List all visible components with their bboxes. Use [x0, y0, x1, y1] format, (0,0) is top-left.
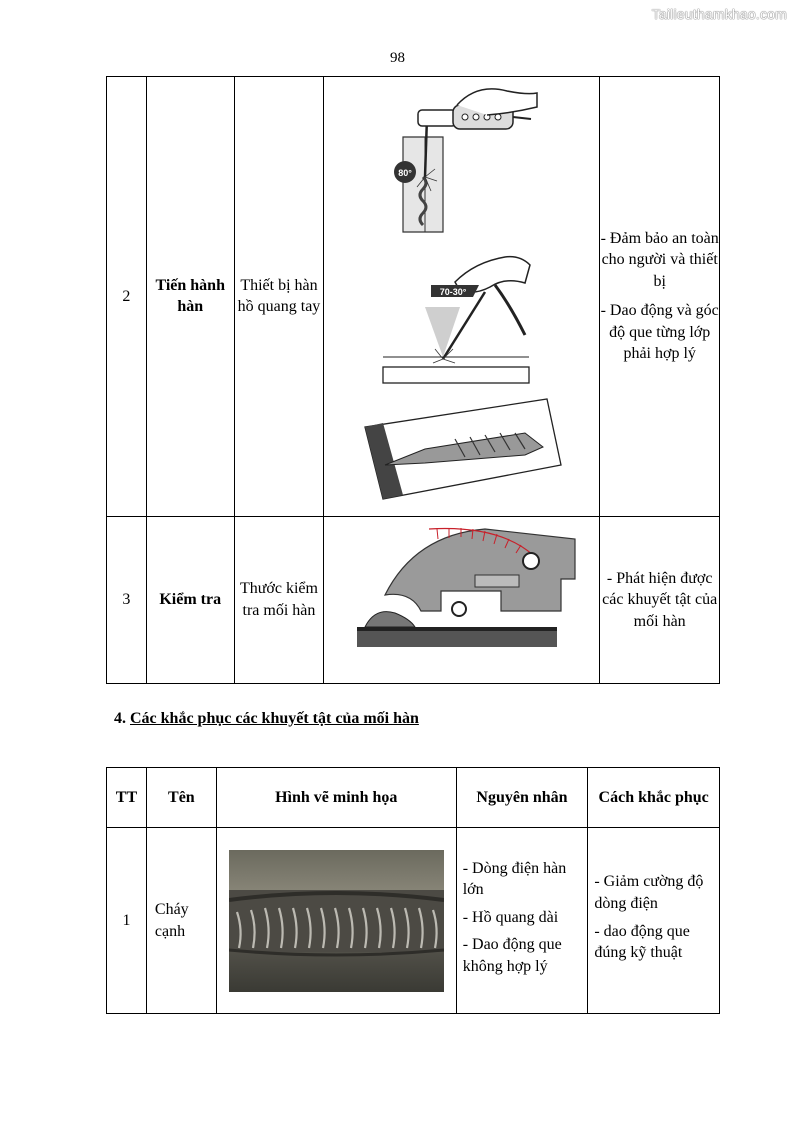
header-remedy: Cách khắc phục	[588, 768, 720, 828]
row-number: 3	[107, 516, 147, 684]
cause-item: - Dao động que không hợp lý	[462, 936, 562, 975]
undercut-weld-photo	[229, 850, 444, 992]
procedure-table	[106, 76, 720, 684]
row-number: 2	[107, 77, 147, 517]
vertical-welding-figure	[394, 89, 537, 232]
remedies-cell	[588, 828, 720, 1014]
header-tt: TT	[107, 768, 147, 828]
causes-cell	[456, 828, 588, 1014]
section-heading	[114, 710, 419, 728]
section-title: Các khắc phục các khuyết tật của mối hàn	[130, 710, 419, 727]
table-row	[107, 828, 720, 1014]
page-number: 98	[390, 50, 405, 66]
weld-bead-figure	[365, 399, 561, 499]
step-name: Tiến hành hàn	[146, 77, 234, 517]
note-item: - Dao động và góc độ que từng lớp phải hợp lý	[600, 302, 719, 363]
notes-cell	[600, 516, 720, 684]
table-row	[107, 516, 720, 684]
cause-item: - Dòng điện hàn lớn	[462, 859, 567, 899]
gauge-illustration-cell	[324, 516, 600, 684]
flat-welding-figure	[383, 257, 530, 383]
equipment: Thước kiểm tra mối hàn	[234, 516, 324, 684]
table-row	[107, 77, 720, 517]
note-item: - Phát hiện được các khuyết tật của mối hàn	[602, 569, 718, 630]
defect-name: Cháy cạnh	[146, 828, 216, 1014]
equipment: Thiết bị hàn hồ quang tay	[234, 77, 324, 517]
header-illustration: Hình vẽ minh họa	[216, 768, 456, 828]
row-number: 1	[107, 828, 147, 1014]
table-header-row	[107, 768, 720, 828]
watermark: Tailieuthamkhao.com	[651, 6, 787, 22]
header-name: Tên	[146, 768, 216, 828]
angle-label-70-30: 70-30°	[439, 287, 467, 297]
step-name: Kiểm tra	[146, 516, 234, 684]
note-item: - Đảm bảo an toàn cho người và thiết bị	[600, 229, 719, 290]
cause-item: - Hồ quang dài	[462, 908, 559, 926]
weld-gauge-illustration	[325, 517, 599, 677]
remedy-item: - Giảm cường độ dòng điện	[594, 873, 704, 912]
welding-illustrations	[324, 77, 600, 517]
defect-photo-cell	[216, 828, 456, 1014]
remedy-item: - dao động que đúng kỹ thuật	[594, 922, 690, 962]
welding-process-illustration	[325, 77, 599, 509]
notes-cell	[600, 77, 720, 517]
angle-label-80: 80°	[398, 168, 412, 178]
header-cause: Nguyên nhân	[456, 768, 588, 828]
section-number: 4.	[114, 710, 126, 727]
defects-table	[106, 767, 720, 1014]
